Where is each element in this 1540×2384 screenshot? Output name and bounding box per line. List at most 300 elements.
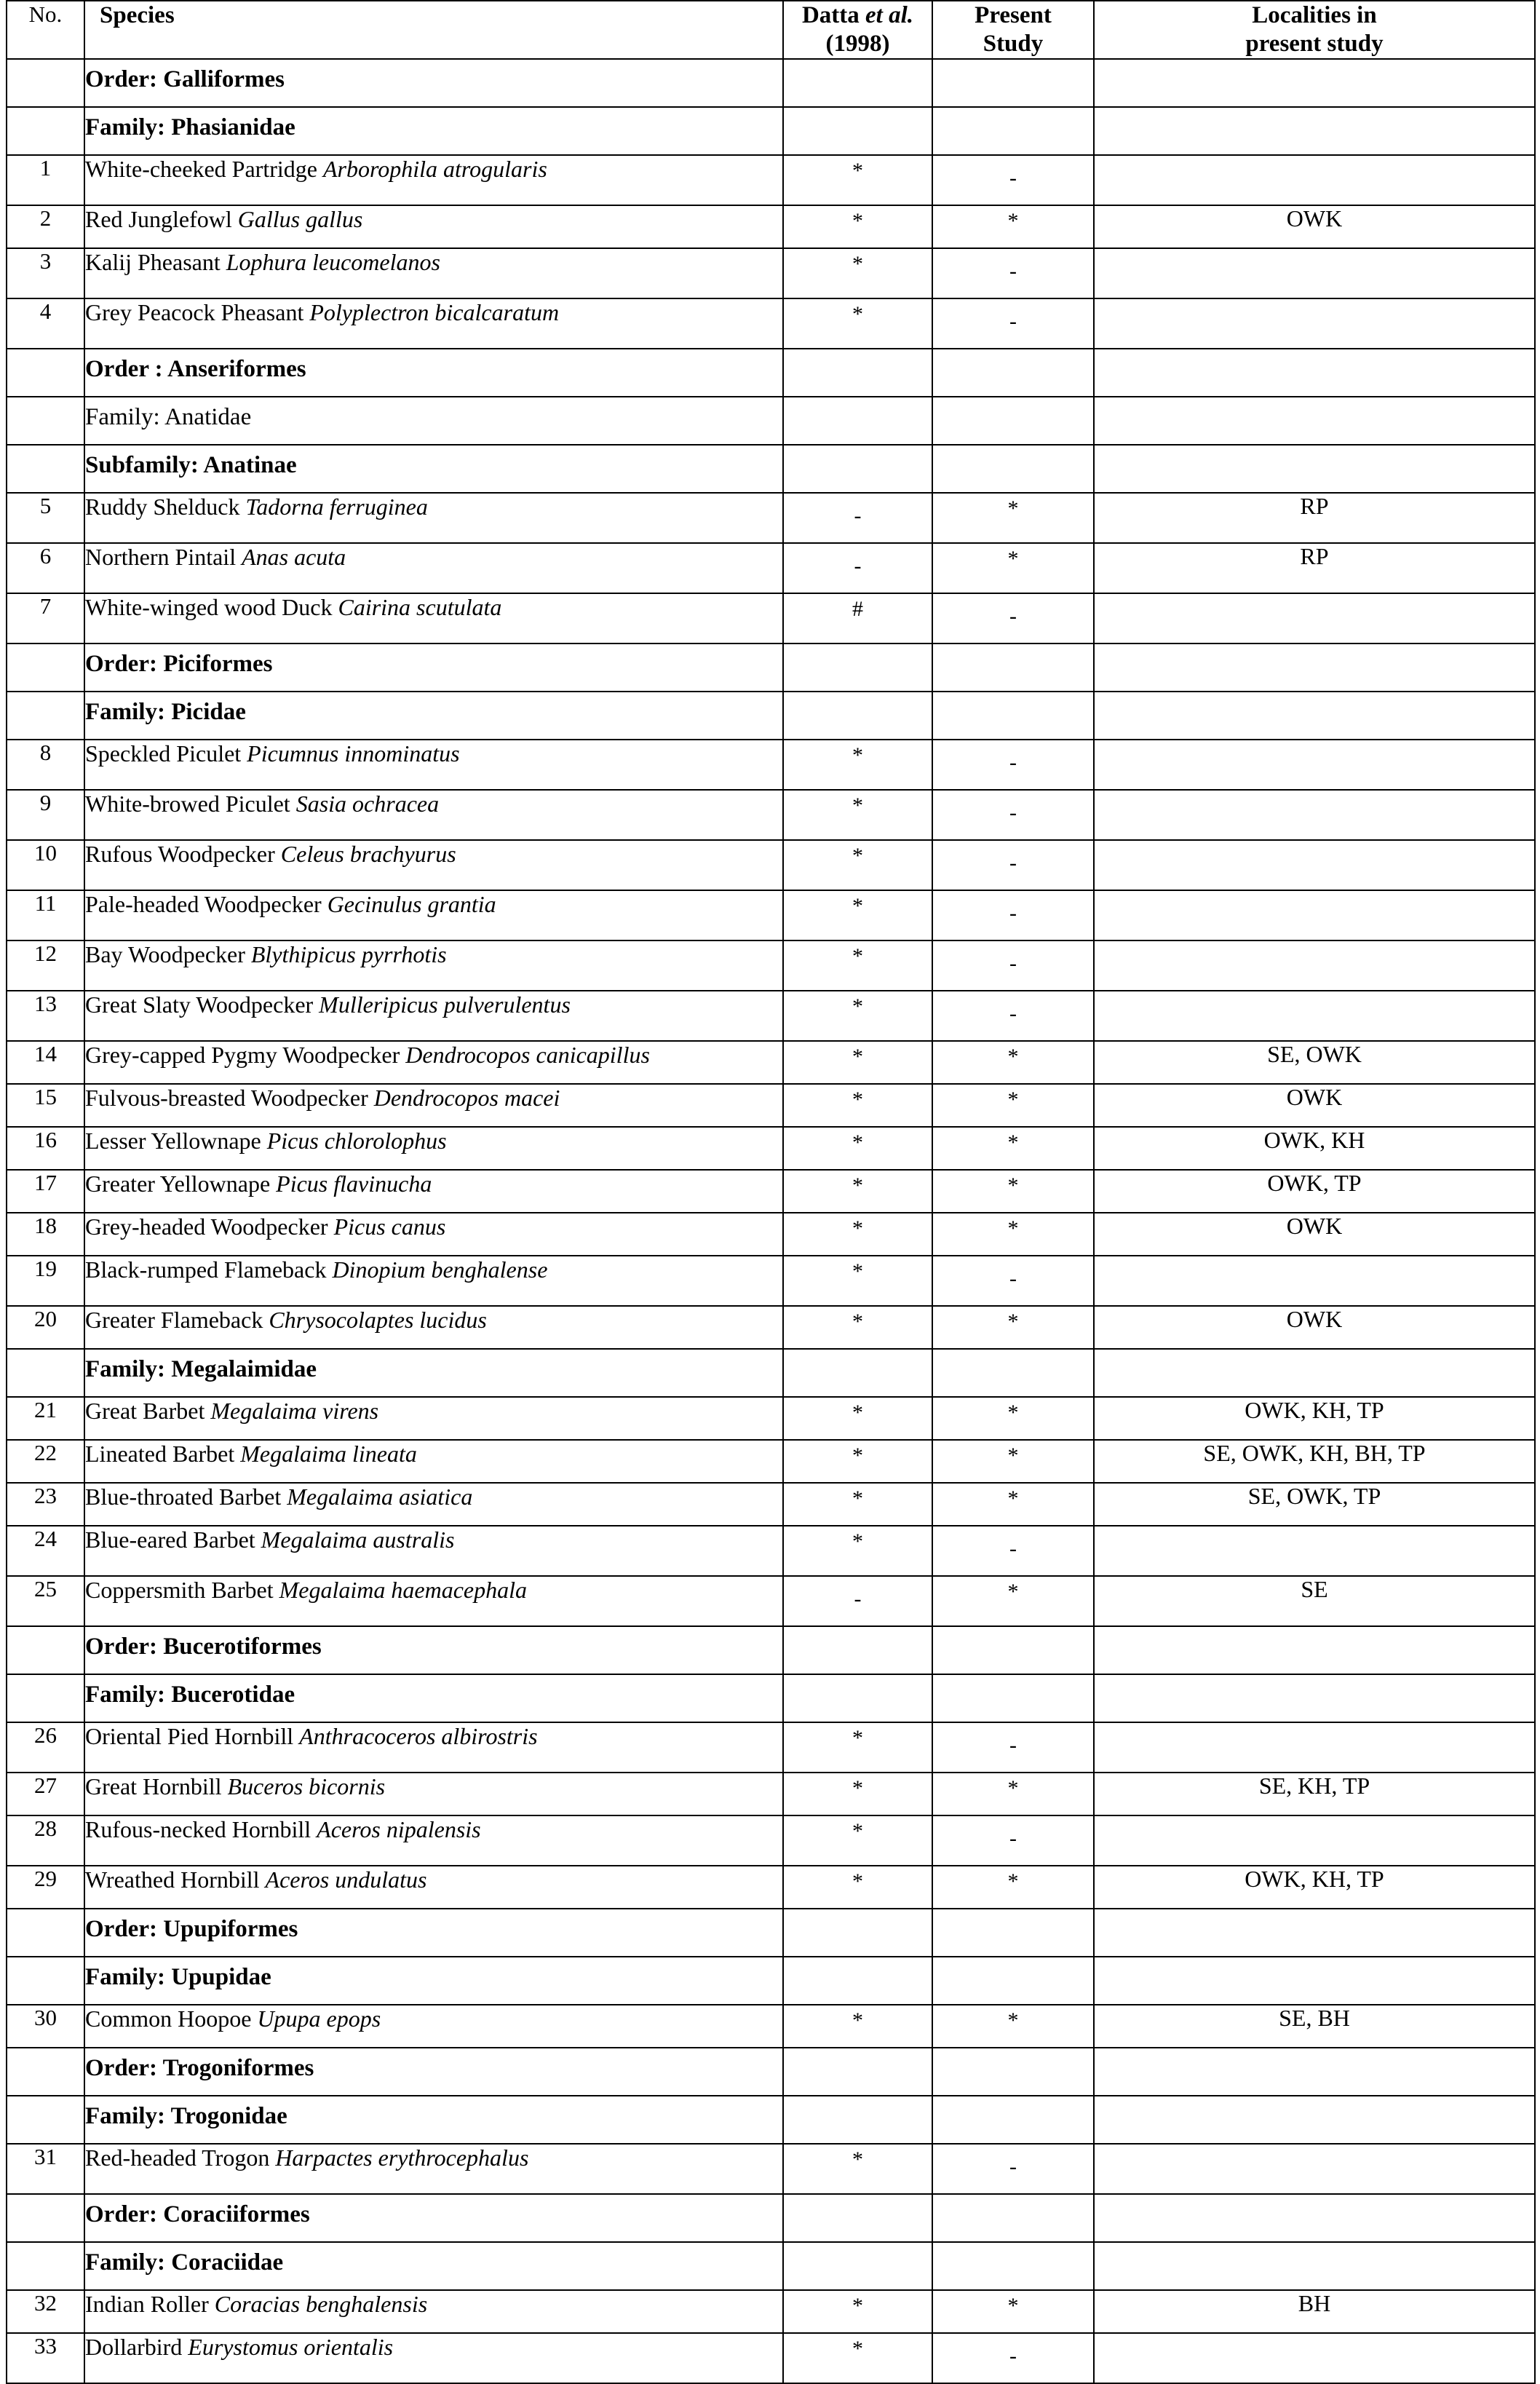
cell-datta-1998-marker: * [783, 1815, 932, 1866]
cell-datta-1998-marker: * [783, 1041, 932, 1084]
column-header-species: Species [84, 1, 783, 59]
cell-species-name [84, 1526, 783, 1576]
cell-present-study-marker: - [932, 2333, 1094, 2383]
species-scientific-name: Aceros nipalensis [317, 1815, 481, 1842]
cell-datta-1998-marker [783, 2242, 932, 2290]
cell-no [7, 1909, 84, 1957]
cell-datta-1998-marker [783, 397, 932, 445]
cell-no: 24 [7, 1526, 84, 1576]
cell-datta-1998-marker: * [783, 1722, 932, 1773]
species-scientific-name: Megalaima haemacephala [279, 1576, 527, 1603]
species-common-name: Lesser Yellownape [85, 1127, 267, 1154]
cell-present-study-marker: - [932, 1256, 1094, 1306]
cell-datta-1998-marker: * [783, 940, 932, 991]
table-row [7, 1084, 1535, 1127]
cell-localities: SE, OWK, TP [1094, 1483, 1535, 1526]
cell-datta-1998-marker: - [783, 493, 932, 543]
cell-species-name [84, 1397, 783, 1440]
cell-localities: OWK, KH, TP [1094, 1397, 1535, 1440]
cell-localities [1094, 2096, 1535, 2144]
species-common-name: Bay Woodpecker [85, 940, 251, 967]
table-row [7, 593, 1535, 643]
cell-datta-1998-marker [783, 2096, 932, 2144]
cell-datta-1998-marker [783, 349, 932, 397]
table-row [7, 1722, 1535, 1773]
cell-no [7, 349, 84, 397]
cell-no: 14 [7, 1041, 84, 1084]
cell-taxon-label: Family: Trogonidae [84, 2096, 783, 2144]
species-scientific-name: Anthracoceros albirostris [299, 1722, 538, 1749]
cell-datta-1998-marker: * [783, 1127, 932, 1170]
cell-localities [1094, 1957, 1535, 2005]
datta-year: (1998) [825, 30, 890, 57]
cell-localities: OWK, TP [1094, 1170, 1535, 1213]
cell-no: 20 [7, 1306, 84, 1349]
cell-no [7, 1349, 84, 1397]
cell-localities: OWK [1094, 205, 1535, 248]
species-scientific-name: Picus canus [333, 1213, 446, 1240]
cell-species-name [84, 790, 783, 840]
table-row [7, 1815, 1535, 1866]
species-common-name: Blue-eared Barbet [85, 1526, 261, 1553]
cell-species-name [84, 1483, 783, 1526]
cell-no [7, 445, 84, 493]
cell-datta-1998-marker: - [783, 1576, 932, 1626]
cell-present-study-marker: - [932, 740, 1094, 790]
species-scientific-name: Megalaima australis [261, 1526, 455, 1553]
cell-localities [1094, 1256, 1535, 1306]
cell-datta-1998-marker: * [783, 1170, 932, 1213]
cell-present-study-marker: - [932, 890, 1094, 940]
cell-no [7, 643, 84, 692]
cell-localities [1094, 155, 1535, 205]
species-common-name: Coppersmith Barbet [85, 1576, 279, 1603]
cell-present-study-marker: * [932, 2290, 1094, 2333]
cell-localities: RP [1094, 543, 1535, 593]
cell-species-name [84, 1773, 783, 1815]
cell-no: 4 [7, 298, 84, 349]
table-row [7, 1773, 1535, 1815]
cell-localities [1094, 445, 1535, 493]
species-scientific-name: Eurystomus orientalis [188, 2333, 394, 2360]
cell-species-name [84, 1815, 783, 1866]
cell-localities [1094, 890, 1535, 940]
cell-taxon-label: Family: Phasianidae [84, 107, 783, 155]
table-row [7, 298, 1535, 349]
table-row [7, 493, 1535, 543]
cell-taxon-label: Order : Anseriformes [84, 349, 783, 397]
species-scientific-name: Chrysocolaptes lucidus [269, 1306, 487, 1333]
species-scientific-name: Picus flavinucha [276, 1170, 432, 1197]
table-row [7, 1397, 1535, 1440]
cell-no: 3 [7, 248, 84, 298]
table-row [7, 1170, 1535, 1213]
species-common-name: White-browed Piculet [85, 790, 296, 817]
cell-localities [1094, 1909, 1535, 1957]
table-row [7, 2005, 1535, 2048]
table-row [7, 1256, 1535, 1306]
species-scientific-name: Celeus brachyurus [280, 840, 456, 867]
taxon-group-row [7, 107, 1535, 155]
cell-datta-1998-marker: * [783, 1213, 932, 1256]
cell-localities: OWK [1094, 1213, 1535, 1256]
species-common-name: Black-rumped Flameback [85, 1256, 333, 1283]
cell-present-study-marker: - [932, 991, 1094, 1041]
species-scientific-name: Coracias benghalensis [214, 2290, 428, 2317]
cell-species-name [84, 840, 783, 890]
taxon-group-row [7, 1349, 1535, 1397]
cell-datta-1998-marker: * [783, 1866, 932, 1909]
cell-no: 13 [7, 991, 84, 1041]
cell-datta-1998-marker [783, 1349, 932, 1397]
cell-species-name [84, 1213, 783, 1256]
cell-localities [1094, 248, 1535, 298]
cell-localities [1094, 397, 1535, 445]
table-header [7, 1, 1535, 59]
species-scientific-name: Dinopium benghalense [332, 1256, 548, 1283]
table-row [7, 248, 1535, 298]
cell-no: 31 [7, 2144, 84, 2194]
taxon-group-row [7, 59, 1535, 107]
cell-datta-1998-marker: * [783, 2333, 932, 2383]
species-common-name: Fulvous-breasted Woodpecker [85, 1084, 374, 1111]
cell-localities: OWK [1094, 1084, 1535, 1127]
species-common-name: Rufous-necked Hornbill [85, 1815, 317, 1842]
table-row [7, 1213, 1535, 1256]
cell-species-name [84, 991, 783, 1041]
datta-label: Datta [801, 2, 866, 28]
cell-present-study-marker: - [932, 248, 1094, 298]
cell-species-name [84, 1576, 783, 1626]
taxon-group-row [7, 692, 1535, 740]
cell-localities: SE, OWK, KH, BH, TP [1094, 1440, 1535, 1483]
cell-present-study-marker [932, 2048, 1094, 2096]
table-row [7, 991, 1535, 1041]
species-common-name: Grey Peacock Pheasant [85, 298, 310, 325]
present-label-line1: Present [975, 2, 1052, 28]
cell-present-study-marker [932, 107, 1094, 155]
species-common-name: Common Hoopoe [85, 2005, 258, 2032]
cell-species-name [84, 740, 783, 790]
species-scientific-name: Buceros bicornis [227, 1773, 386, 1799]
cell-no [7, 1674, 84, 1722]
cell-present-study-marker: - [932, 1815, 1094, 1866]
cell-localities [1094, 740, 1535, 790]
taxon-group-row [7, 2194, 1535, 2242]
species-common-name: Grey-headed Woodpecker [85, 1213, 334, 1240]
cell-present-study-marker [932, 1909, 1094, 1957]
species-scientific-name: Picumnus innominatus [247, 740, 460, 767]
species-scientific-name: Picus chlorolophus [266, 1127, 447, 1154]
cell-datta-1998-marker: * [783, 890, 932, 940]
cell-taxon-label: Order: Bucerotiformes [84, 1626, 783, 1674]
cell-datta-1998-marker: * [783, 155, 932, 205]
cell-species-name [84, 248, 783, 298]
cell-species-name [84, 1127, 783, 1170]
cell-datta-1998-marker: - [783, 543, 932, 593]
cell-present-study-marker: * [932, 1084, 1094, 1127]
cell-datta-1998-marker: * [783, 1084, 932, 1127]
cell-datta-1998-marker: * [783, 2290, 932, 2333]
cell-present-study-marker: - [932, 940, 1094, 991]
cell-taxon-label: Order: Piciformes [84, 643, 783, 692]
cell-present-study-marker: * [932, 1170, 1094, 1213]
cell-localities: SE, OWK [1094, 1041, 1535, 1084]
cell-taxon-label: Order: Coraciiformes [84, 2194, 783, 2242]
cell-datta-1998-marker [783, 1957, 932, 2005]
cell-datta-1998-marker: * [783, 1483, 932, 1526]
cell-present-study-marker [932, 59, 1094, 107]
cell-localities [1094, 1674, 1535, 1722]
table-row [7, 1483, 1535, 1526]
cell-no: 6 [7, 543, 84, 593]
cell-localities [1094, 2144, 1535, 2194]
cell-present-study-marker [932, 1957, 1094, 2005]
table-row [7, 543, 1535, 593]
table-row [7, 205, 1535, 248]
cell-datta-1998-marker: * [783, 1440, 932, 1483]
cell-present-study-marker: * [932, 1773, 1094, 1815]
loc-label-line2: present study [1245, 30, 1384, 57]
cell-no [7, 692, 84, 740]
cell-datta-1998-marker: * [783, 1773, 932, 1815]
species-scientific-name: Polyplectron bicalcaratum [309, 298, 560, 325]
cell-taxon-label: Order: Galliformes [84, 59, 783, 107]
species-common-name: Indian Roller [85, 2290, 215, 2317]
table-row [7, 940, 1535, 991]
taxon-group-row [7, 2048, 1535, 2096]
cell-species-name [84, 1866, 783, 1909]
species-scientific-name: Aceros undulatus [265, 1866, 427, 1893]
species-scientific-name: Upupa epops [257, 2005, 381, 2032]
species-common-name: Dollarbird [85, 2333, 188, 2360]
species-common-name: Great Hornbill [85, 1773, 228, 1799]
taxon-group-row [7, 2242, 1535, 2290]
species-scientific-name: Dendrocopos macei [373, 1084, 560, 1111]
cell-datta-1998-marker [783, 692, 932, 740]
cell-localities: OWK, KH, TP [1094, 1866, 1535, 1909]
taxon-group-row [7, 1957, 1535, 2005]
cell-localities [1094, 1349, 1535, 1397]
cell-localities: BH [1094, 2290, 1535, 2333]
cell-no [7, 2194, 84, 2242]
cell-species-name [84, 205, 783, 248]
species-common-name: Lineated Barbet [85, 1440, 241, 1467]
cell-localities: SE [1094, 1576, 1535, 1626]
species-common-name: Great Slaty Woodpecker [85, 991, 319, 1018]
taxon-group-row [7, 2096, 1535, 2144]
species-scientific-name: Arborophila atrogularis [322, 155, 547, 182]
cell-localities [1094, 298, 1535, 349]
cell-no: 5 [7, 493, 84, 543]
cell-datta-1998-marker: * [783, 790, 932, 840]
cell-present-study-marker [932, 1626, 1094, 1674]
cell-present-study-marker: * [932, 1576, 1094, 1626]
species-checklist-table [6, 0, 1536, 2384]
cell-present-study-marker: * [932, 1866, 1094, 1909]
cell-species-name [84, 543, 783, 593]
cell-taxon-label: Family: Picidae [84, 692, 783, 740]
table-row [7, 1526, 1535, 1576]
cell-present-study-marker [932, 2194, 1094, 2242]
cell-localities: OWK [1094, 1306, 1535, 1349]
species-common-name: Speckled Piculet [85, 740, 247, 767]
taxon-group-row [7, 445, 1535, 493]
cell-datta-1998-marker: * [783, 1256, 932, 1306]
cell-species-name [84, 2333, 783, 2383]
cell-present-study-marker: * [932, 493, 1094, 543]
cell-localities [1094, 1626, 1535, 1674]
species-common-name: Grey-capped Pygmy Woodpecker [85, 1041, 406, 1068]
cell-datta-1998-marker: * [783, 2005, 932, 2048]
cell-localities: SE, BH [1094, 2005, 1535, 2048]
cell-species-name [84, 493, 783, 543]
cell-datta-1998-marker [783, 1674, 932, 1722]
cell-datta-1998-marker [783, 107, 932, 155]
species-common-name: Greater Yellownape [85, 1170, 277, 1197]
column-header-datta [783, 1, 932, 59]
cell-no [7, 107, 84, 155]
cell-species-name [84, 2290, 783, 2333]
species-common-name: Northern Pintail [85, 543, 242, 570]
cell-localities [1094, 991, 1535, 1041]
cell-no [7, 2096, 84, 2144]
cell-present-study-marker: - [932, 298, 1094, 349]
cell-present-study-marker: - [932, 593, 1094, 643]
cell-no: 32 [7, 2290, 84, 2333]
cell-present-study-marker: * [932, 543, 1094, 593]
table-row [7, 790, 1535, 840]
species-common-name: Kalij Pheasant [85, 248, 226, 275]
cell-localities: SE, KH, TP [1094, 1773, 1535, 1815]
table-row [7, 840, 1535, 890]
cell-localities [1094, 790, 1535, 840]
cell-localities [1094, 2194, 1535, 2242]
species-common-name: White-winged wood Duck [85, 593, 338, 620]
cell-present-study-marker: - [932, 790, 1094, 840]
table-row [7, 2290, 1535, 2333]
cell-localities [1094, 643, 1535, 692]
cell-datta-1998-marker: * [783, 991, 932, 1041]
cell-no [7, 1957, 84, 2005]
cell-present-study-marker [932, 692, 1094, 740]
cell-localities [1094, 593, 1535, 643]
cell-species-name [84, 1084, 783, 1127]
cell-no: 19 [7, 1256, 84, 1306]
cell-present-study-marker [932, 1349, 1094, 1397]
cell-no: 28 [7, 1815, 84, 1866]
cell-datta-1998-marker: * [783, 1397, 932, 1440]
taxon-group-row [7, 349, 1535, 397]
cell-localities [1094, 2333, 1535, 2383]
cell-datta-1998-marker: * [783, 205, 932, 248]
cell-no: 7 [7, 593, 84, 643]
cell-datta-1998-marker: # [783, 593, 932, 643]
cell-no: 10 [7, 840, 84, 890]
cell-present-study-marker: - [932, 2144, 1094, 2194]
cell-species-name [84, 155, 783, 205]
species-scientific-name: Cairina scutulata [338, 593, 502, 620]
cell-no: 22 [7, 1440, 84, 1483]
cell-no: 17 [7, 1170, 84, 1213]
cell-no: 21 [7, 1397, 84, 1440]
cell-datta-1998-marker: * [783, 840, 932, 890]
species-common-name: White-cheeked Partridge [85, 155, 323, 182]
cell-present-study-marker [932, 445, 1094, 493]
cell-no [7, 397, 84, 445]
cell-datta-1998-marker [783, 1626, 932, 1674]
cell-localities: RP [1094, 493, 1535, 543]
species-scientific-name: Megalaima lineata [240, 1440, 417, 1467]
species-scientific-name: Sasia ochracea [295, 790, 440, 817]
taxon-group-row [7, 643, 1535, 692]
header-row [7, 1, 1535, 59]
loc-label-line1: Localities in [1252, 2, 1377, 28]
species-scientific-name: Megalaima asiatica [287, 1483, 473, 1510]
species-scientific-name: Megalaima virens [210, 1397, 379, 1424]
cell-present-study-marker: - [932, 1526, 1094, 1576]
cell-datta-1998-marker: * [783, 248, 932, 298]
cell-present-study-marker: * [932, 2005, 1094, 2048]
table-row [7, 1866, 1535, 1909]
cell-datta-1998-marker [783, 2048, 932, 2096]
cell-species-name [84, 890, 783, 940]
species-scientific-name: Mulleripicus pulverulentus [319, 991, 571, 1018]
species-common-name: Wreathed Hornbill [85, 1866, 266, 1893]
cell-present-study-marker: * [932, 1306, 1094, 1349]
taxon-group-row [7, 397, 1535, 445]
cell-datta-1998-marker: * [783, 298, 932, 349]
cell-no: 2 [7, 205, 84, 248]
table-row [7, 890, 1535, 940]
cell-species-name [84, 2144, 783, 2194]
species-common-name: Blue-throated Barbet [85, 1483, 287, 1510]
taxon-group-row [7, 1626, 1535, 1674]
cell-present-study-marker: * [932, 1041, 1094, 1084]
cell-no: 16 [7, 1127, 84, 1170]
cell-present-study-marker [932, 643, 1094, 692]
cell-no: 9 [7, 790, 84, 840]
table-row [7, 2333, 1535, 2383]
cell-species-name [84, 593, 783, 643]
cell-species-name [84, 1170, 783, 1213]
species-scientific-name: Lophura leucomelanos [226, 248, 440, 275]
cell-species-name [84, 1440, 783, 1483]
column-header-localities [1094, 1, 1535, 59]
species-common-name: Great Barbet [85, 1397, 211, 1424]
cell-present-study-marker: * [932, 1483, 1094, 1526]
cell-present-study-marker [932, 2242, 1094, 2290]
cell-localities: OWK, KH [1094, 1127, 1535, 1170]
cell-no [7, 2242, 84, 2290]
species-common-name: Oriental Pied Hornbill [85, 1722, 300, 1749]
cell-no [7, 2048, 84, 2096]
cell-present-study-marker [932, 397, 1094, 445]
cell-localities [1094, 940, 1535, 991]
cell-localities [1094, 1722, 1535, 1773]
cell-species-name [84, 1256, 783, 1306]
cell-datta-1998-marker: * [783, 740, 932, 790]
cell-datta-1998-marker [783, 445, 932, 493]
cell-present-study-marker: - [932, 840, 1094, 890]
species-scientific-name: Gecinulus grantia [327, 890, 496, 917]
table-row [7, 2144, 1535, 2194]
cell-no: 29 [7, 1866, 84, 1909]
cell-present-study-marker [932, 2096, 1094, 2144]
cell-no: 8 [7, 740, 84, 790]
cell-species-name [84, 298, 783, 349]
cell-localities [1094, 1815, 1535, 1866]
